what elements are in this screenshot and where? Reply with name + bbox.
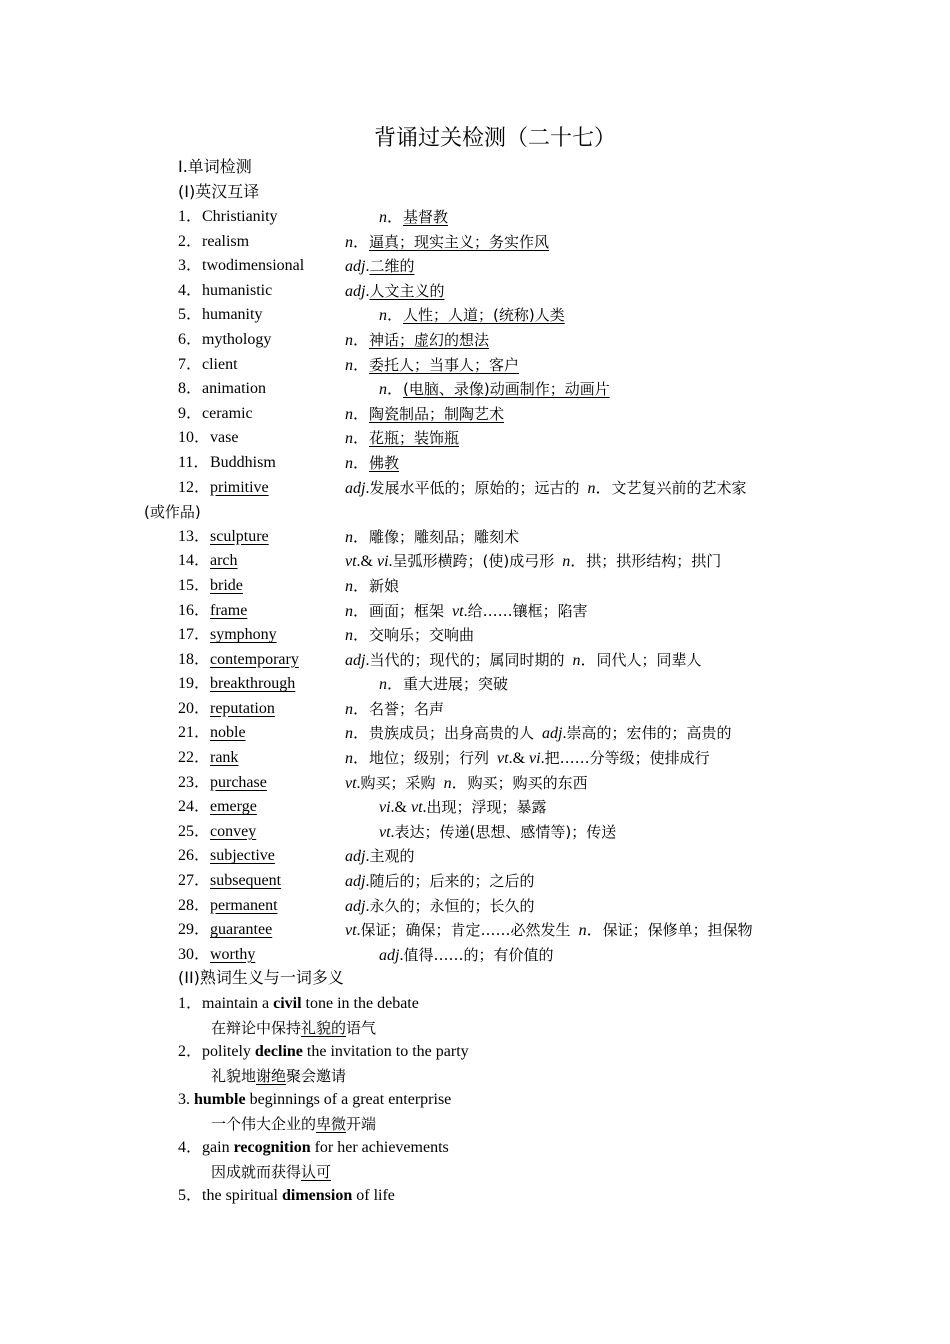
phrase-text: of life [352, 1187, 395, 1204]
definition-text: 拱；拱形结构；拱门 [586, 552, 722, 571]
pos-separator: . [365, 873, 370, 891]
vocab-definition [345, 328, 489, 354]
phrase-text: for her achievements [310, 1139, 449, 1156]
definition-text: 重大进展；突破 [403, 675, 509, 694]
translation-text: 语气 [346, 1019, 377, 1037]
part-of-speech: n [578, 922, 587, 940]
phrase-keyword: recognition [233, 1139, 311, 1156]
part-of-speech: n [345, 700, 353, 718]
vocab-definition [345, 549, 721, 575]
item-number: 15． [178, 576, 211, 594]
item-number: 23． [178, 773, 211, 791]
pos-separator: ． [353, 750, 370, 768]
pos-separator: ． [353, 454, 370, 472]
definition-text: 出现；浮现；暴露 [426, 798, 547, 817]
part-of-speech: n [345, 454, 353, 472]
pos-separator: ． [387, 307, 404, 325]
phrase-english [178, 1088, 451, 1112]
item-number: 24． [178, 798, 211, 816]
vocab-row [0, 623, 950, 648]
vocab-word: sculpture [210, 527, 269, 545]
vocab-definition [345, 623, 474, 649]
vocab-definition [345, 599, 588, 625]
item-number: 5． [178, 1187, 203, 1204]
vocab-definition [345, 451, 399, 477]
part-of-speech: vt [345, 922, 357, 940]
vocab-word: convey [210, 822, 257, 840]
item-number: 7． [178, 355, 203, 373]
phrase-row [0, 1040, 950, 1064]
definition-text: 二维的 [369, 257, 415, 276]
phrase-english [178, 1184, 395, 1208]
pos-separator: ． [353, 725, 370, 743]
phrase-row [0, 1184, 950, 1208]
item-number: 12． [178, 478, 211, 496]
definition-continuation: (或作品) [144, 503, 201, 522]
pos-separator: . [365, 848, 370, 866]
definition-text: 呈弧形横跨；(使)成弓形 [392, 552, 555, 571]
pos-separator: ． [353, 233, 370, 251]
vocab-word: client [202, 355, 238, 373]
vocab-row [0, 426, 950, 451]
phrase-keyword: civil [273, 995, 302, 1012]
definition-text: 把……分等级；使排成行 [544, 749, 710, 768]
item-number: 25． [178, 822, 211, 840]
vocab-definition [345, 648, 702, 674]
pos-separator: ． [451, 774, 468, 792]
vocab-row [0, 648, 950, 673]
vocab-word: subjective [210, 847, 275, 865]
pos-separator: ． [353, 602, 370, 620]
pos-separator: . [540, 750, 545, 768]
vocab-row [0, 599, 950, 624]
part-of-speech: vt [379, 823, 391, 841]
part-of-speech: n [587, 479, 596, 497]
definition-text: 表达；传递(思想、感情等)；传送 [394, 822, 617, 841]
definition-text: 崇高的；宏伟的；高贵的 [566, 724, 732, 743]
definition-text: 画面；框架 [369, 601, 445, 620]
vocab-row [0, 549, 950, 574]
vocab-row [0, 377, 950, 402]
part-of-speech: n [572, 651, 581, 669]
page-title: 背诵过关检测（二十七） [373, 126, 616, 151]
phrase-translation-row [0, 1064, 950, 1088]
part-of-speech: vt [345, 553, 357, 571]
pos-separator: ． [387, 209, 404, 226]
definition-text: 购买；购买的东西 [467, 773, 588, 792]
phrase-english [178, 992, 419, 1016]
vocab-word: arch [210, 552, 238, 570]
phrase-text: maintain a [202, 995, 274, 1012]
part-of-speech: vi [377, 553, 389, 571]
part-of-speech: adj [542, 725, 563, 743]
definition-text: 人性；人道；(统称)人类 [403, 306, 565, 325]
section-heading-words: I.单词检测 [178, 157, 252, 176]
vocab-definition [379, 377, 610, 403]
vocab-word: Christianity [202, 208, 278, 225]
item-number: 21． [178, 724, 211, 742]
item-number: 16． [178, 601, 211, 619]
part-of-speech: adj [345, 479, 366, 497]
vocab-row [0, 205, 950, 230]
item-number: 20． [178, 699, 211, 717]
definition-text: 主观的 [369, 847, 415, 866]
phrase-row [0, 1088, 950, 1112]
pos-separator: ． [570, 553, 587, 571]
vocab-row [0, 820, 950, 845]
pos-separator: ． [353, 577, 370, 595]
translation-text: 在辩论中保持 [211, 1019, 302, 1037]
part-of-speech: n [345, 627, 353, 645]
vocab-definition [345, 918, 753, 944]
pos-separator: ． [387, 676, 404, 694]
vocab-definition [379, 303, 565, 329]
vocab-word: purchase [210, 773, 267, 791]
pos-separator: ． [595, 479, 612, 497]
phrase-row [0, 992, 950, 1016]
phrase-english [178, 1136, 449, 1160]
vocab-word: mythology [202, 330, 272, 348]
vocab-definition [345, 771, 588, 797]
vocab-row [0, 918, 950, 943]
pos-separator: . [399, 946, 404, 964]
part-of-speech: n [562, 553, 571, 571]
pos-separator: ． [353, 356, 370, 374]
section-heading-translation: (I)英汉互译 [178, 182, 260, 201]
vocab-list [0, 205, 950, 967]
part-of-speech: adj [345, 897, 366, 915]
vocab-definition [345, 697, 444, 723]
part-of-speech: n [379, 676, 387, 694]
definition-text: 雕像；雕刻品；雕刻术 [369, 527, 520, 546]
phrase-text: beginnings of a great enterprise [245, 1091, 452, 1108]
vocab-word: guarantee [210, 921, 273, 939]
vocab-row [0, 353, 950, 378]
pos-separator: ． [353, 627, 370, 645]
translation-text: 聚会邀请 [286, 1067, 347, 1085]
vocab-definition [379, 795, 547, 821]
vocab-row [0, 476, 950, 525]
part-of-speech: n [345, 331, 353, 349]
part-of-speech: adj [379, 946, 400, 964]
definition-text: 永久的；永恒的；长久的 [369, 896, 535, 915]
vocab-definition [345, 869, 534, 895]
part-of-speech: vt [452, 602, 464, 620]
translation-answer: 谢绝 [256, 1067, 287, 1085]
vocab-word: ceramic [202, 404, 253, 422]
phrase-translation-row [0, 1112, 950, 1136]
phrase-text: the invitation to the party [302, 1043, 469, 1060]
pos-separator: . [365, 479, 370, 497]
pos-separator: ． [580, 651, 597, 669]
pos-separator: ． [353, 700, 370, 718]
definition-text: 随后的；后来的；之后的 [369, 872, 535, 891]
part-of-speech: n [345, 430, 353, 448]
vocab-word: bride [210, 576, 243, 594]
item-number: 27． [178, 872, 211, 890]
translation-text: 一个伟大企业的 [211, 1115, 317, 1133]
definition-text: (电脑、录像)动画制作；动画片 [403, 380, 610, 399]
part-of-speech: n [345, 725, 353, 743]
part-of-speech: vi [529, 750, 541, 768]
vocab-row [0, 672, 950, 697]
item-number: 18． [178, 650, 211, 668]
part-of-speech: adj [345, 258, 366, 276]
item-number: 10． [178, 429, 211, 447]
vocab-word: humanistic [202, 281, 273, 299]
vocab-definition [379, 205, 448, 231]
definition-text: 当代的；现代的；属同时期的 [369, 650, 565, 669]
item-number: 14． [178, 552, 211, 570]
item-number: 4． [178, 1139, 203, 1156]
part-of-speech: vt [345, 774, 357, 792]
phrase-chinese [211, 1160, 331, 1184]
vocab-row [0, 303, 950, 328]
vocab-definition [345, 525, 519, 551]
section-heading-meanings: (II)熟词生义与一词多义 [178, 968, 344, 987]
vocab-row [0, 721, 950, 746]
definition-text: 委托人；当事人；客户 [369, 355, 520, 374]
phrase-text: gain [202, 1139, 234, 1156]
vocab-word: noble [210, 724, 246, 742]
part-of-speech: vt [411, 799, 423, 817]
phrase-row [0, 1136, 950, 1160]
translation-answer: 认可 [301, 1163, 332, 1181]
part-of-speech: n [379, 381, 387, 399]
definition-text: 陶瓷制品；制陶艺术 [369, 404, 505, 423]
vocab-row [0, 746, 950, 771]
item-number: 28． [178, 896, 211, 914]
definition-text: 发展水平低的；原始的；远古的 [369, 478, 580, 497]
pos-separator: . [390, 823, 395, 841]
vocab-definition [345, 279, 444, 305]
pos-separator: . [562, 725, 567, 743]
vocab-definition [379, 820, 616, 846]
pos-separator: . [365, 258, 370, 276]
pos-separator: . [463, 602, 468, 620]
item-number: 26． [178, 847, 211, 865]
definition-text: 文艺复兴前的艺术家 [611, 478, 747, 497]
item-number: 6． [178, 330, 203, 348]
part-of-speech: n [443, 774, 452, 792]
pos-separator: ． [586, 922, 603, 940]
vocab-row [0, 771, 950, 796]
item-number: 30． [178, 945, 211, 963]
phrase-text: politely [202, 1043, 255, 1060]
part-of-speech: adj [345, 651, 366, 669]
phrase-keyword: humble [194, 1091, 246, 1108]
item-number: 22． [178, 749, 211, 767]
definition-text: 神话；虚幻的想法 [369, 330, 490, 349]
part-of-speech: n [345, 405, 353, 423]
part-of-speech: vi [379, 799, 391, 817]
vocab-row [0, 869, 950, 894]
phrase-list [0, 992, 950, 1208]
definition-text: 地位；级别；行列 [369, 749, 490, 768]
definition-text: 人文主义的 [369, 281, 445, 300]
vocab-word: breakthrough [210, 675, 296, 693]
item-number: 13． [178, 527, 211, 545]
vocab-word: realism [202, 232, 250, 250]
vocab-definition [345, 574, 399, 600]
translation-answer: 礼貌的 [301, 1019, 347, 1037]
vocab-definition [345, 476, 747, 502]
vocab-row [0, 943, 950, 968]
pos-separator: . [388, 553, 393, 571]
vocab-row [0, 279, 950, 304]
vocab-definition [345, 254, 414, 280]
part-of-speech: n [345, 233, 353, 251]
vocab-definition [345, 894, 534, 920]
item-number: 1． [178, 208, 203, 225]
pos-separator: . [365, 897, 370, 915]
pos-separator: ． [353, 528, 370, 546]
pos-separator: . [365, 651, 370, 669]
item-number: 17． [178, 626, 211, 644]
vocab-definition [379, 672, 508, 698]
definition-text: 值得……的；有价值的 [403, 945, 554, 964]
vocab-word: animation [202, 380, 266, 398]
pos-separator: . [365, 282, 370, 300]
item-number: 11． [178, 453, 210, 471]
part-of-speech: adj [345, 873, 366, 891]
pos-separator: .& [508, 750, 530, 768]
vocab-word: rank [210, 749, 239, 767]
vocab-word: vase [210, 429, 239, 447]
part-of-speech: adj [345, 282, 366, 300]
item-number: 2． [178, 232, 203, 250]
translation-text: 礼貌地 [211, 1067, 257, 1085]
definition-text: 花瓶；装饰瓶 [369, 429, 460, 448]
vocab-word: frame [210, 601, 248, 619]
item-number: 4． [178, 281, 203, 299]
part-of-speech: n [345, 577, 353, 595]
vocab-word: reputation [210, 699, 275, 717]
part-of-speech: vt [497, 750, 509, 768]
pos-separator: ． [387, 381, 404, 399]
vocab-word: contemporary [210, 650, 299, 668]
pos-separator: . [356, 774, 361, 792]
pos-separator: ． [353, 430, 370, 448]
part-of-speech: n [345, 750, 353, 768]
definition-text: 贵族成员；出身高贵的人 [369, 724, 535, 743]
part-of-speech: n [345, 528, 353, 546]
vocab-word: twodimensional [202, 257, 305, 275]
vocab-row [0, 574, 950, 599]
item-number: 5． [178, 306, 203, 324]
phrase-chinese [211, 1112, 376, 1136]
definition-text: 佛教 [369, 453, 400, 472]
pos-separator: .& [390, 799, 411, 817]
definition-text: 名誉；名声 [369, 699, 445, 718]
item-number: 1． [178, 995, 203, 1012]
part-of-speech: n [345, 602, 353, 620]
definition-text: 基督教 [403, 208, 449, 226]
part-of-speech: n [345, 356, 353, 374]
item-number: 3． [178, 257, 203, 275]
vocab-word: Buddhism [210, 453, 276, 471]
translation-answer: 卑微 [316, 1115, 347, 1133]
item-number: 8． [178, 380, 203, 398]
vocab-word: worthy [210, 945, 256, 963]
phrase-translation-row [0, 1160, 950, 1184]
pos-separator: ． [353, 331, 370, 349]
definition-text: 保证；保修单；担保物 [602, 921, 753, 940]
definition-text: 保证；确保；肯定……必然发生 [360, 921, 571, 940]
phrase-keyword: decline [254, 1043, 303, 1060]
definition-text: 购买；采购 [360, 773, 436, 792]
vocab-row [0, 795, 950, 820]
phrase-text: the spiritual [202, 1187, 282, 1204]
vocab-row [0, 230, 950, 255]
definition-text: 给……镶框；陷害 [467, 601, 588, 620]
part-of-speech: n [379, 307, 387, 325]
vocab-row [0, 254, 950, 279]
vocab-word: permanent [210, 896, 278, 914]
definition-text: 新娘 [369, 576, 400, 595]
translation-text: 因成就而获得 [211, 1163, 302, 1181]
phrase-text: tone in the debate [301, 995, 419, 1012]
vocab-definition [345, 230, 549, 256]
definition-text: 逼真；现实主义；务实作风 [369, 232, 550, 251]
phrase-keyword: dimension [282, 1187, 353, 1204]
vocab-row [0, 894, 950, 919]
vocab-definition [345, 426, 459, 452]
definition-text: 交响乐；交响曲 [369, 626, 475, 645]
vocab-word: subsequent [210, 872, 282, 890]
item-number: 2． [178, 1043, 203, 1060]
vocab-definition [379, 943, 553, 969]
vocab-word: primitive [210, 478, 269, 496]
item-number: 19． [178, 675, 211, 693]
vocab-word: emerge [210, 798, 257, 816]
pos-separator: . [356, 922, 361, 940]
phrase-english [178, 1040, 469, 1064]
vocab-row [0, 697, 950, 722]
pos-separator: . [422, 799, 427, 817]
vocab-definition [345, 844, 414, 870]
item-number: 9． [178, 404, 203, 422]
vocab-word: symphony [210, 626, 277, 644]
phrase-chinese [211, 1064, 346, 1088]
vocab-row [0, 844, 950, 869]
vocab-row [0, 451, 950, 476]
item-number: 3. [178, 1091, 194, 1108]
vocab-row [0, 328, 950, 353]
pos-separator: ． [353, 405, 370, 423]
vocab-definition [345, 721, 732, 747]
vocab-word: humanity [202, 306, 263, 324]
item-number: 29． [178, 921, 211, 939]
definition-text: 同代人；同辈人 [596, 650, 702, 669]
phrase-translation-row [0, 1016, 950, 1040]
part-of-speech: n [379, 209, 387, 226]
pos-separator: .& [356, 553, 377, 571]
vocab-row [0, 525, 950, 550]
part-of-speech: adj [345, 848, 366, 866]
vocab-definition [345, 353, 519, 379]
vocab-row [0, 402, 950, 427]
vocab-definition [345, 402, 504, 428]
translation-text: 开端 [346, 1115, 377, 1133]
phrase-chinese [211, 1016, 376, 1040]
vocab-definition [345, 746, 710, 772]
